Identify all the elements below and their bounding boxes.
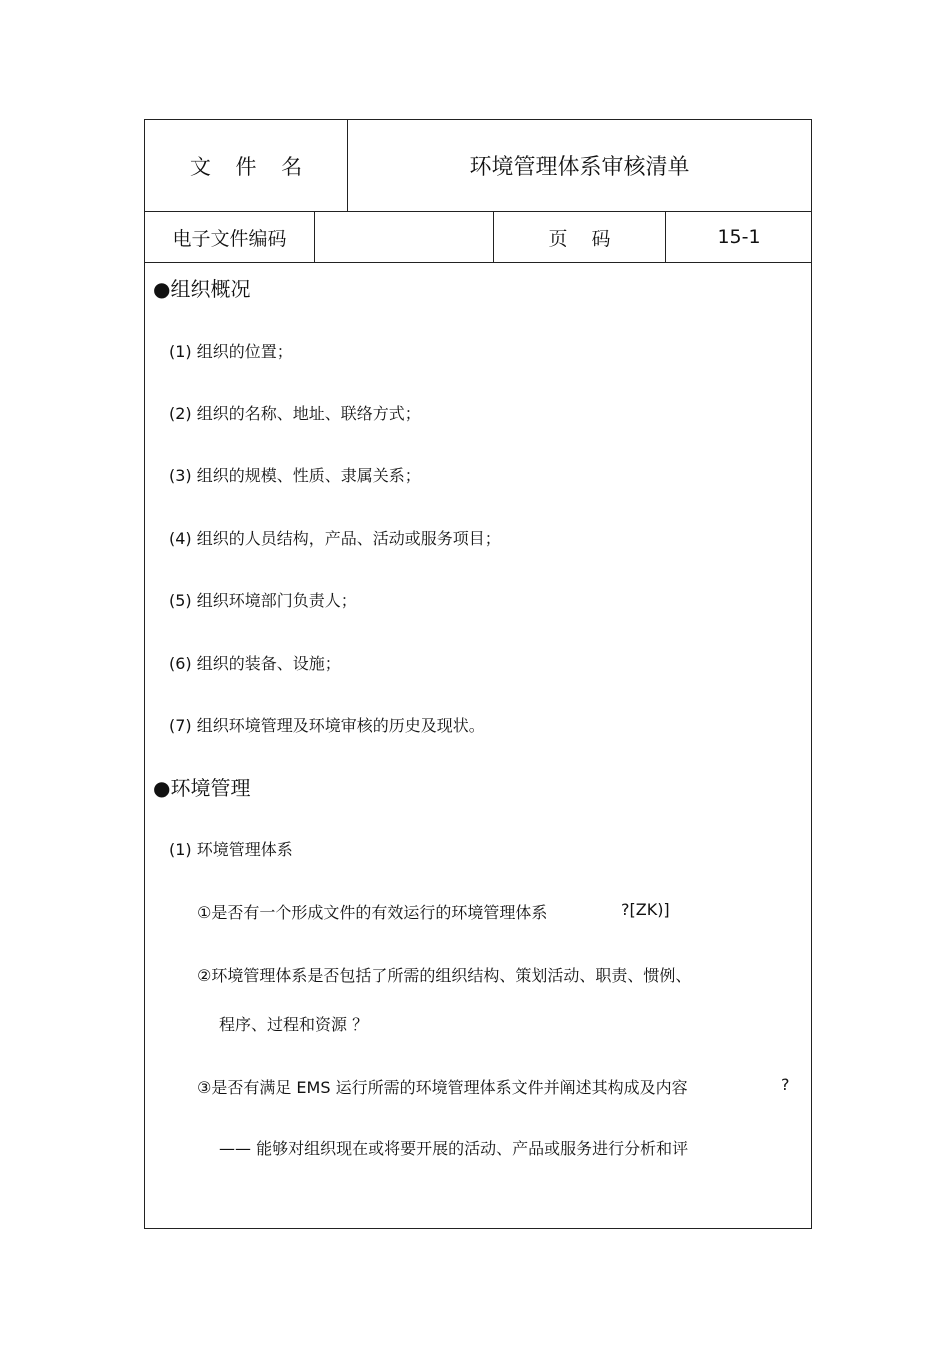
- sub-item-continuation: —— 能够对组织现在或将要开展的活动、产品或服务进行分析和评: [219, 1139, 689, 1158]
- code-value-cell: [315, 212, 494, 262]
- file-name-value-cell: [348, 120, 811, 211]
- section-heading: ●组织概况: [153, 277, 251, 301]
- list-item: (7) 组织环境管理及环境审核的历史及现状。: [169, 716, 485, 735]
- header-row-title: [145, 120, 811, 212]
- list-item: (6) 组织的装备、设施；: [169, 654, 341, 673]
- document-table: [144, 119, 812, 1229]
- list-item: (1) 环境管理体系: [169, 840, 293, 859]
- sub-item: ②环境管理体系是否包括了所需的组织结构、策划活动、职责、惯例、: [197, 966, 692, 985]
- document-title: 环境管理体系审核清单: [469, 155, 690, 180]
- sub-item: ③是否有满足 EMS 运行所需的环境管理体系文件并阐述其构成及内容: [197, 1078, 688, 1097]
- file-name-label: 文 件 名: [189, 154, 303, 179]
- header-row-code: [145, 212, 811, 263]
- code-label: 电子文件编码: [172, 227, 287, 250]
- list-item: (4) 组织的人员结构，产品、活动或服务项目；: [169, 529, 501, 548]
- code-label-cell: [145, 212, 315, 262]
- page-label: 页 码: [548, 227, 611, 250]
- list-item: (3) 组织的规模、性质、隶属关系；: [169, 466, 421, 485]
- list-item: (2) 组织的名称、地址、联络方式；: [169, 404, 421, 423]
- sub-item-suffix: ?[ZK)]: [621, 900, 670, 919]
- sub-item-suffix: ?: [781, 1075, 790, 1094]
- document-body: [145, 263, 811, 1228]
- page-value: 15-1: [717, 226, 761, 248]
- list-item: (5) 组织环境部门负责人；: [169, 591, 357, 610]
- page-label-cell: [494, 212, 666, 262]
- section-heading: ●环境管理: [153, 776, 251, 800]
- list-item: (1) 组织的位置；: [169, 342, 293, 361]
- page-value-cell: [666, 212, 812, 262]
- file-name-label-cell: [145, 120, 348, 211]
- sub-item-continuation: 程序、过程和资源 ？: [219, 1015, 369, 1034]
- sub-item: ①是否有一个形成文件的有效运行的环境管理体系: [197, 903, 548, 922]
